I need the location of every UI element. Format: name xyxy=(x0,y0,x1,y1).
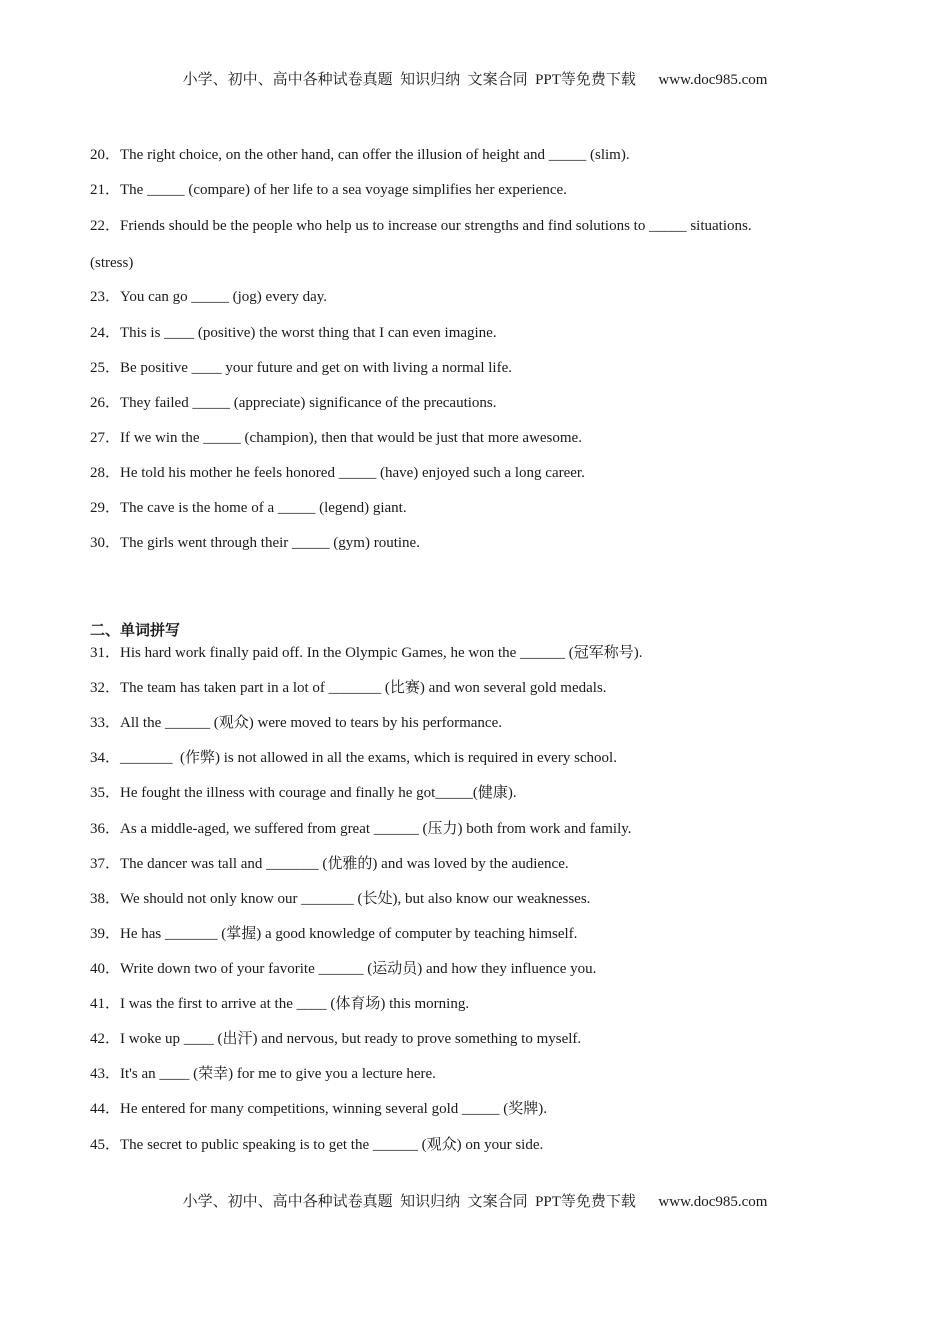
question-40: 40．Write down two of your favorite ______ (运动员) and how they influence you. xyxy=(90,961,597,977)
question-25: 25．Be positive ____ your future and get on with living a normal life. xyxy=(90,360,513,376)
question-21: 21．The _____ (compare) of her life to a sea voyage simplifies her experience. xyxy=(90,182,567,198)
question-24: 24．This is ____ (positive) the worst thing that I can even imagine. xyxy=(90,325,497,341)
question-38: 38．We should not only know our _______ (长处), but also know our weaknesses. xyxy=(90,891,591,907)
question-41: 41．I was the first to arrive at the ____ (体育场) this morning. xyxy=(90,996,470,1012)
question-33: 33．All the ______ (观众) were moved to tears by his performance. xyxy=(90,715,502,731)
header-text: 小学、初中、高中各种试卷真题 知识归纳 文案合同 PPT等免费下载 xyxy=(182,72,636,88)
question-29: 29．The cave is the home of a _____ (legend) giant. xyxy=(90,500,407,516)
footer-url: www.doc985.com xyxy=(658,1194,768,1210)
question-39: 39．He has _______ (掌握) a good knowledge of computer by teaching himself. xyxy=(90,926,578,942)
question-28: 28．He told his mother he feels honored _____ (have) enjoyed such a long career. xyxy=(90,465,585,481)
question-23: 23．You can go _____ (jog) every day. xyxy=(90,289,328,305)
question-27: 27．If we win the _____ (champion), then that would be just that more awesome. xyxy=(90,430,582,446)
question-42: 42．I woke up ____ (出汗) and nervous, but ready to prove something to myself. xyxy=(90,1031,582,1047)
footer-text: 小学、初中、高中各种试卷真题 知识归纳 文案合同 PPT等免费下载 xyxy=(182,1194,636,1210)
question-36: 36．As a middle-aged, we suffered from great ______ (压力) both from work and family. xyxy=(90,821,632,837)
question-43: 43．It's an ____ (荣幸) for me to give you a lecture here. xyxy=(90,1066,436,1082)
question-26: 26．They failed _____ (appreciate) significance of the precautions. xyxy=(90,395,497,411)
page-header xyxy=(0,68,950,89)
question-30: 30．The girls went through their _____ (gym) routine. xyxy=(90,535,420,551)
question-20: 20．The right choice, on the other hand, can offer the illusion of height and _____ (slim). xyxy=(90,147,630,163)
question-22: 22．Friends should be the people who help us to increase our strengths and find solutions to _____ situations. xyxy=(90,218,752,234)
question-22-hint: (stress) xyxy=(90,255,134,271)
question-35: 35．He fought the illness with courage and finally he got_____(健康). xyxy=(90,785,517,801)
question-34: 34．_______ (作弊) is not allowed in all the exams, which is required in every school. xyxy=(90,750,617,766)
question-31: 31．His hard work finally paid off. In the Olympic Games, he won the ______ (冠军称号). xyxy=(90,645,643,661)
question-37: 37．The dancer was tall and _______ (优雅的) and was loved by the audience. xyxy=(90,856,569,872)
section-title: 二、单词拼写 xyxy=(90,621,181,639)
page-footer xyxy=(0,1190,950,1211)
header-url: www.doc985.com xyxy=(658,72,768,88)
question-44: 44．He entered for many competitions, winning several gold _____ (奖牌). xyxy=(90,1101,547,1117)
question-32: 32．The team has taken part in a lot of _______ (比赛) and won several gold medals. xyxy=(90,680,607,696)
question-45: 45．The secret to public speaking is to get the ______ (观众) on your side. xyxy=(90,1137,544,1153)
